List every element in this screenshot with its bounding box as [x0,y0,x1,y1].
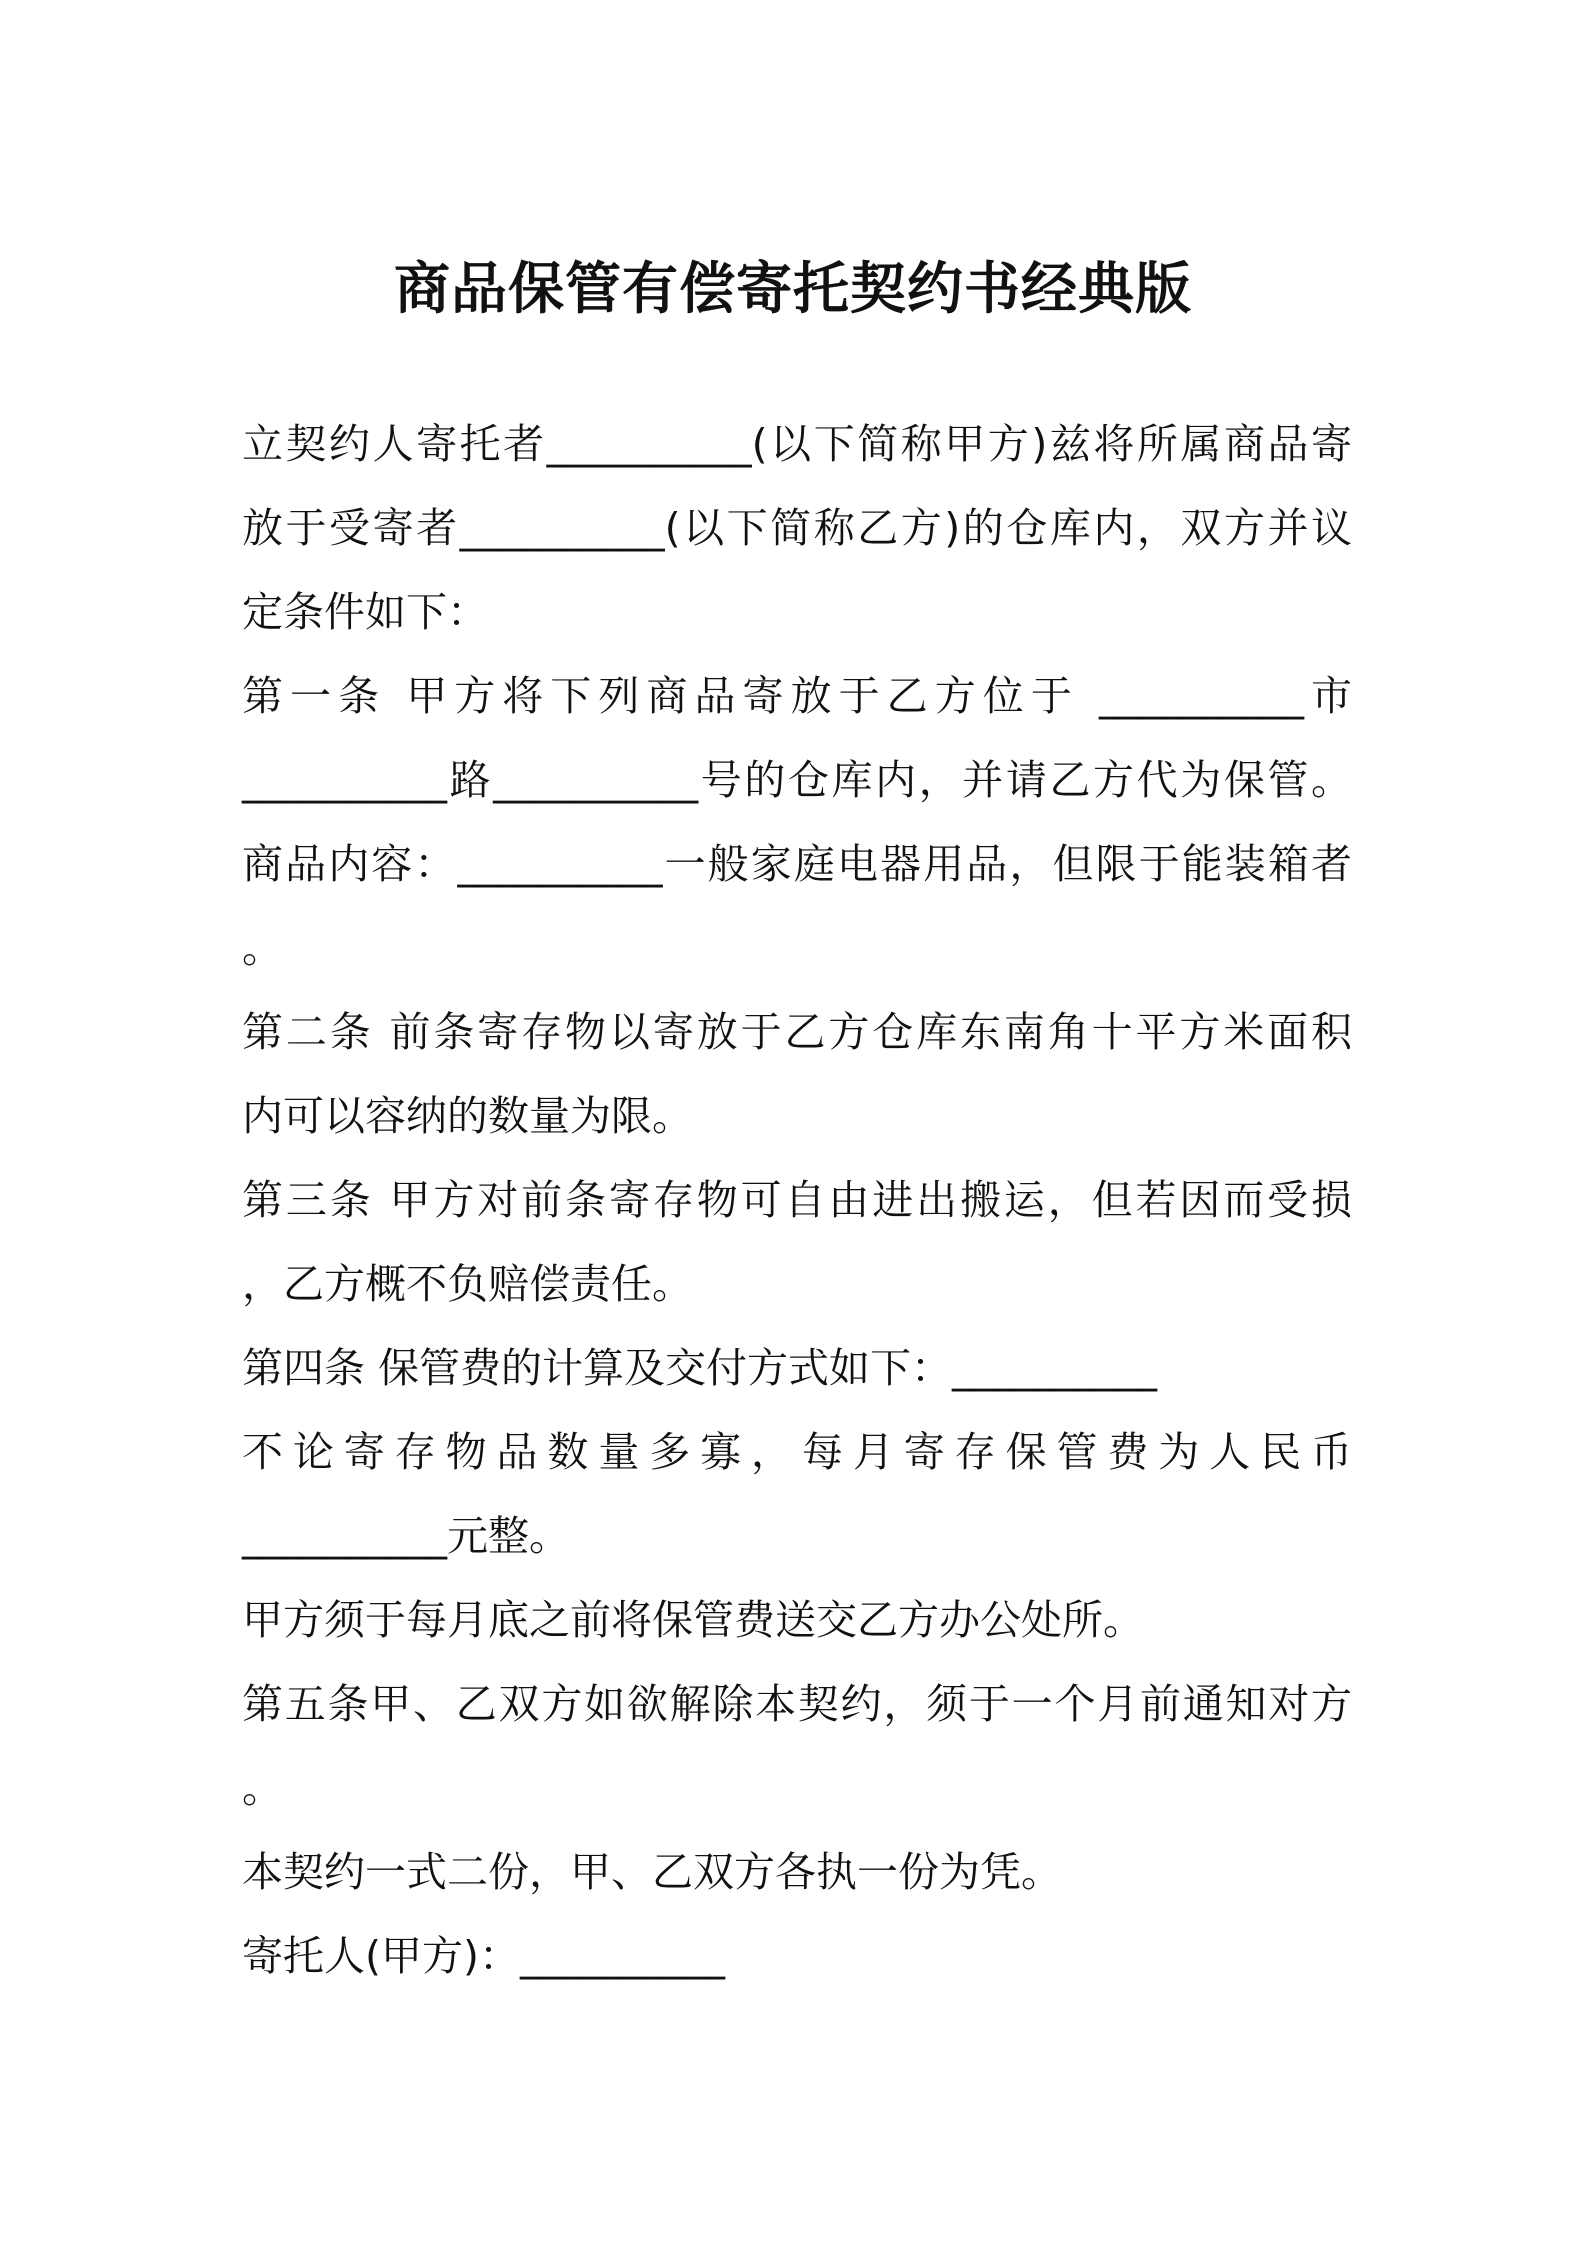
article-2-line-1: 第二条 前条寄存物以寄放于乙方仓库东南角十平方米面积 [242,1008,1352,1056]
article-2-line-2: 内可以容纳的数量为限。 [242,1092,693,1140]
goods-content-line-end: 。 [242,924,283,972]
article-1-line-2: __________路__________号的仓库内，并请乙方代为保管。 [242,756,1352,804]
article-4-line-1: 第四条 保管费的计算及交付方式如下：__________ [242,1344,1158,1392]
fee-payment-line: 甲方须于每月底之前将保管费送交乙方办公处所。 [242,1596,1144,1644]
party-a-signature-line: 寄托人(甲方)：__________ [242,1932,725,1980]
document-title: 商品保管有偿寄托契约书经典版 [394,257,1192,322]
article-1-line-1: 第一条 甲方将下列商品寄放于乙方位于 __________市 [242,672,1352,720]
clause-text-line-1: 立契约人寄托者__________(以下简称甲方)兹将所属商品寄 [242,420,1352,468]
copies-line: 本契约一式二份，甲、乙双方各执一份为凭。 [242,1848,1062,1896]
article-5-line-1: 第五条甲、乙双方如欲解除本契约，须于一个月前通知对方 [242,1680,1352,1728]
clause-text-line-2: 放于受寄者__________(以下简称乙方)的仓库内，双方并议 [242,504,1352,552]
goods-content-line: 商品内容：__________一般家庭电器用品，但限于能装箱者 [242,840,1352,888]
article-3-line-2: ，乙方概不负赔偿责任。 [242,1260,693,1308]
article-3-line-1: 第三条 甲方对前条寄存物可自由进出搬运，但若因而受损 [242,1176,1352,1224]
clause-text-line-3: 定条件如下： [242,588,488,636]
article-4-line-3: __________元整。 [242,1512,570,1560]
article-5-line-2: 。 [242,1764,283,1812]
article-4-line-2: 不论寄存物品数量多寡，每月寄存保管费为人民币 [242,1428,1352,1476]
